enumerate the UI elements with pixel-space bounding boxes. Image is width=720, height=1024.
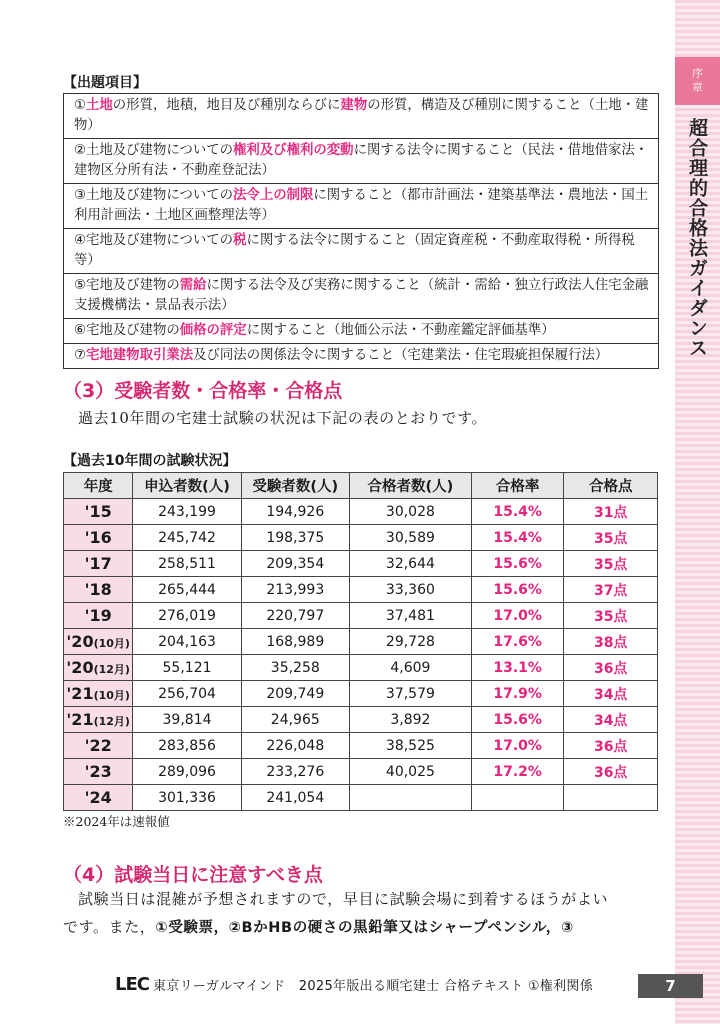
- stats-year-cell: [64, 577, 133, 603]
- exam-item-mid: 及び同法の関係法令に関すること（宅建業法・住宅瑕疵担保履行法）: [193, 348, 609, 363]
- stats-applicants-cell: 55,121: [133, 655, 241, 681]
- stats-header: 合格率: [471, 473, 564, 499]
- stats-year: '20: [66, 658, 94, 677]
- stats-passers-cell: 32,644: [349, 551, 471, 577]
- exam-item-hl1: 需給: [179, 278, 207, 293]
- exam-item-pre: ③土地及び建物についての: [74, 188, 234, 203]
- stats-year: '19: [84, 606, 112, 625]
- section3-body: 過去10年間の宅建士試験の状況は下記の表のとおりです。: [78, 409, 488, 427]
- stats-rate-cell: 15.6%: [471, 577, 564, 603]
- exam-item-pre: ⑦: [74, 348, 87, 363]
- stats-year: '23: [84, 762, 112, 781]
- stats-year: '24: [84, 788, 112, 807]
- stats-rate-cell: 17.0%: [471, 603, 564, 629]
- stats-year: '20: [66, 632, 94, 651]
- stats-score-cell: 34点: [564, 681, 658, 707]
- stats-row: [64, 655, 658, 681]
- stats-applicants-cell: 301,336: [133, 785, 241, 811]
- stats-rate-cell: 15.6%: [471, 551, 564, 577]
- stats-score-cell: 34点: [564, 707, 658, 733]
- stats-year-cell: [64, 629, 133, 655]
- stats-examinees-cell: 209,749: [241, 681, 349, 707]
- stats-score-cell: 31点: [564, 499, 658, 525]
- exam-item-mid: の形質，地積，地目及び種別ならびに: [112, 98, 341, 113]
- stats-passers-cell: 33,360: [349, 577, 471, 603]
- exam-item-mid: に関する法令に関すること（固定資産税・不動産取得税・所得税等）: [74, 233, 635, 268]
- stats-note: ※2024年は速報値: [63, 814, 170, 829]
- stats-applicants-cell: 283,856: [133, 733, 241, 759]
- stats-year-cell: [64, 655, 133, 681]
- footer: [115, 974, 593, 995]
- stats-examinees-cell: 233,276: [241, 759, 349, 785]
- stats-applicants-cell: 256,704: [133, 681, 241, 707]
- stats-applicants-cell: 243,199: [133, 499, 241, 525]
- stats-rate-cell: 15.4%: [471, 525, 564, 551]
- stats-examinees-cell: 168,989: [241, 629, 349, 655]
- stats-year-cell: [64, 499, 133, 525]
- exam-item-pre: ①: [74, 98, 87, 113]
- stats-rate-cell: [471, 785, 564, 811]
- stats-year-cell: [64, 551, 133, 577]
- stats-row: [64, 733, 658, 759]
- exam-item-pre: ⑥宅地及び建物の: [74, 323, 180, 338]
- exam-item-row: [64, 184, 659, 229]
- stats-header: 年度: [64, 473, 133, 499]
- stats-score-cell: [564, 785, 658, 811]
- section4-line2: [63, 912, 668, 943]
- exam-item-row: [64, 94, 659, 139]
- stats-row: [64, 681, 658, 707]
- stats-row: [64, 525, 658, 551]
- exam-item-cell: [64, 319, 659, 344]
- exam-item-mid: に関する法令及び実務に関すること（統計・需給・独立行政法人住宅金融支援機構法・景品表示法）: [74, 278, 649, 313]
- stats-passers-cell: 3,892: [349, 707, 471, 733]
- stats-applicants-cell: 39,814: [133, 707, 241, 733]
- stats-year: '16: [84, 528, 112, 547]
- stats-examinees-cell: 209,354: [241, 551, 349, 577]
- stats-row: [64, 629, 658, 655]
- stats-examinees-cell: 241,054: [241, 785, 349, 811]
- stats-year-cell: [64, 707, 133, 733]
- stats-year-cell: [64, 785, 133, 811]
- stats-score-cell: 35点: [564, 551, 658, 577]
- stats-score-cell: 36点: [564, 655, 658, 681]
- exam-item-mid: に関すること（都市計画法・建築基準法・農地法・国土利用計画法・土地区画整理法等）: [74, 188, 649, 223]
- exam-item-hl2: 建物: [340, 98, 368, 113]
- stats-year-cell: [64, 525, 133, 551]
- stats-table: [63, 472, 658, 811]
- stats-score-cell: 36点: [564, 759, 658, 785]
- stats-year-month: (10月): [93, 689, 130, 702]
- exam-item-hl1: 宅地建物取引業法: [86, 348, 194, 363]
- stats-label: 【過去10年間の試験状況】: [63, 453, 237, 469]
- stats-year-cell: [64, 603, 133, 629]
- chapter-chip: [675, 57, 720, 105]
- stats-rate-cell: 17.6%: [471, 629, 564, 655]
- stats-rate-cell: 15.6%: [471, 707, 564, 733]
- stats-year-month: (12月): [93, 663, 130, 676]
- stats-rate-cell: 17.2%: [471, 759, 564, 785]
- stats-passers-cell: 37,481: [349, 603, 471, 629]
- stats-year: '21: [66, 710, 94, 729]
- stats-applicants-cell: 289,096: [133, 759, 241, 785]
- section4-heading: （4）試験当日に注意すべき点: [63, 864, 323, 886]
- exam-item-row: [64, 229, 659, 274]
- exam-item-cell: [64, 184, 659, 229]
- stats-examinees-cell: 226,048: [241, 733, 349, 759]
- stats-examinees-cell: 198,375: [241, 525, 349, 551]
- stats-score-cell: 35点: [564, 603, 658, 629]
- stats-rate-cell: 13.1%: [471, 655, 564, 681]
- stats-row: [64, 577, 658, 603]
- stats-passers-cell: 30,589: [349, 525, 471, 551]
- stats-year-month: (10月): [93, 637, 130, 650]
- stats-score-cell: 35点: [564, 525, 658, 551]
- stats-year: '15: [84, 502, 112, 521]
- exam-item-hl1: 価格の評定: [179, 323, 247, 338]
- exam-item-pre: ②土地及び建物についての: [74, 143, 234, 158]
- stats-applicants-cell: 276,019: [133, 603, 241, 629]
- stats-year: '22: [84, 736, 112, 755]
- exam-item-row: [64, 344, 659, 369]
- exam-items-table: [63, 93, 659, 369]
- exam-item-cell: [64, 344, 659, 369]
- section3-heading: （3）受験者数・合格率・合格点: [63, 380, 343, 402]
- stats-header: 申込者数(人): [133, 473, 241, 499]
- stats-passers-cell: 37,579: [349, 681, 471, 707]
- section4-line1: 試験当日は混雑が予想されますので，早目に試験会場に到着するほうがよい: [78, 890, 609, 908]
- exam-item-row: [64, 274, 659, 319]
- lec-logo: LEC: [115, 974, 149, 995]
- footer-text: 東京リーガルマインド 2025年版出る順宅建士 合格テキスト ①権利関係: [152, 979, 594, 994]
- stats-rate-cell: 15.4%: [471, 499, 564, 525]
- stats-applicants-cell: 245,742: [133, 525, 241, 551]
- exam-item-hl1: 法令上の制限: [233, 188, 314, 203]
- chapter-chip-line1: 序: [692, 67, 703, 80]
- exam-item-cell: [64, 94, 659, 139]
- exam-item-mid: に関すること（地価公示法・不動産鑑定評価基準）: [246, 323, 555, 338]
- stats-year-cell: [64, 733, 133, 759]
- stats-examinees-cell: 194,926: [241, 499, 349, 525]
- stats-row: [64, 707, 658, 733]
- stats-row: [64, 759, 658, 785]
- page-number: 7: [638, 974, 703, 998]
- exam-item-pre: ⑤宅地及び建物の: [74, 278, 180, 293]
- stats-score-cell: 38点: [564, 629, 658, 655]
- exam-item-cell: [64, 274, 659, 319]
- stats-row: [64, 603, 658, 629]
- stats-rate-cell: 17.9%: [471, 681, 564, 707]
- exam-item-post: の形質，構造及び種別に関すること（土地・建物）: [74, 98, 649, 133]
- exam-item-mid: に関する法令に関すること（民法・借地借家法・建物区分所有法・不動産登記法）: [74, 143, 649, 178]
- stats-examinees-cell: 24,965: [241, 707, 349, 733]
- exam-item-row: [64, 139, 659, 184]
- stats-applicants-cell: 258,511: [133, 551, 241, 577]
- exam-item-hl1: 税: [233, 233, 247, 248]
- stats-examinees-cell: 220,797: [241, 603, 349, 629]
- exam-item-hl1: 権利及び権利の変動: [233, 143, 354, 158]
- exam-item-row: [64, 319, 659, 344]
- stats-header: 受験者数(人): [241, 473, 349, 499]
- stats-header: 合格者数(人): [349, 473, 471, 499]
- stats-year: '18: [84, 580, 112, 599]
- exam-items-label: 【出題項目】: [63, 75, 147, 91]
- stats-score-cell: 37点: [564, 577, 658, 603]
- stats-year-month: (12月): [93, 715, 130, 728]
- stats-row: [64, 785, 658, 811]
- stats-examinees-cell: 35,258: [241, 655, 349, 681]
- stats-applicants-cell: 265,444: [133, 577, 241, 603]
- stats-examinees-cell: 213,993: [241, 577, 349, 603]
- chapter-side-tab: [675, 0, 720, 1024]
- stats-passers-cell: 30,028: [349, 499, 471, 525]
- stats-score-cell: 36点: [564, 733, 658, 759]
- stats-passers-cell: [349, 785, 471, 811]
- stats-year: '21: [66, 684, 94, 703]
- stats-applicants-cell: 204,163: [133, 629, 241, 655]
- stats-header: 合格点: [564, 473, 658, 499]
- stats-passers-cell: 38,525: [349, 733, 471, 759]
- stats-rate-cell: 17.0%: [471, 733, 564, 759]
- chapter-chip-line2: 章: [692, 81, 703, 94]
- chapter-title: 超合理的合格法ガイダンス: [686, 118, 708, 358]
- stats-row: [64, 499, 658, 525]
- stats-row: [64, 551, 658, 577]
- stats-passers-cell: 29,728: [349, 629, 471, 655]
- stats-year-cell: [64, 681, 133, 707]
- stats-passers-cell: 4,609: [349, 655, 471, 681]
- exam-item-cell: [64, 139, 659, 184]
- section4-line2-bold: ①受験票，②BかHBの硬さの黒鉛筆又はシャープペンシル，③: [155, 920, 574, 936]
- exam-item-pre: ④宅地及び建物についての: [74, 233, 234, 248]
- stats-year: '17: [84, 554, 112, 573]
- exam-item-hl1: 土地: [86, 98, 113, 113]
- exam-item-cell: [64, 229, 659, 274]
- stats-passers-cell: 40,025: [349, 759, 471, 785]
- section4-line2-pre: です。また，: [63, 918, 156, 936]
- stats-year-cell: [64, 759, 133, 785]
